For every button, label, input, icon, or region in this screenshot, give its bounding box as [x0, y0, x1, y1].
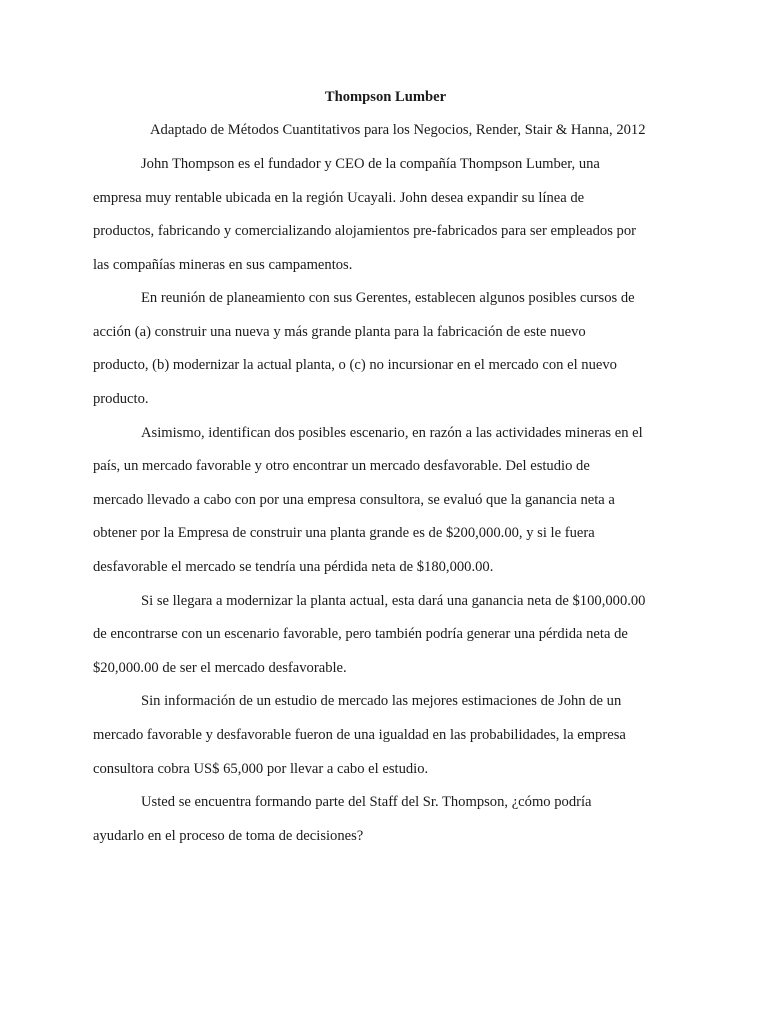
text-line: desfavorable el mercado se tendría una pérdida neta de $180,000.00.	[93, 559, 494, 575]
text-line: mercado llevado a cabo con por una empresa consultora, se evaluó que la ganancia neta a	[93, 492, 615, 508]
text-line: consultora cobra US$ 65,000 por llevar a cabo el estudio.	[93, 761, 429, 777]
text-line: Sin información de un estudio de mercado las mejores estimaciones de John de un	[141, 693, 622, 709]
text-line: producto.	[93, 391, 149, 407]
text-line: obtener por la Empresa de construir una planta grande es de $200,000.00, y si le fuera	[93, 525, 595, 541]
text-line: producto, (b) modernizar la actual planta, o (c) no incursionar en el mercado con el nuevo	[93, 357, 617, 373]
text-line: Usted se encuentra formando parte del Staff del Sr. Thompson, ¿cómo podría	[141, 794, 592, 810]
text-line: país, un mercado favorable y otro encontrar un mercado desfavorable. Del estudio de	[93, 458, 590, 474]
document-title: Thompson Lumber	[324, 89, 447, 105]
text-line: En reunión de planeamiento con sus Gerentes, establecen algunos posibles cursos de	[141, 290, 635, 306]
text-line: de encontrarse con un escenario favorable, pero también podría generar una pérdida neta de	[93, 626, 628, 642]
document-source: Adaptado de Métodos Cuantitativos para los Negocios, Render, Stair & Hanna, 2012	[150, 122, 646, 138]
text-line: acción (a) construir una nueva y más grande planta para la fabricación de este nuevo	[93, 324, 586, 340]
text-line: empresa muy rentable ubicada en la región Ucayali. John desea expandir su línea de	[93, 190, 585, 206]
text-line: las compañías mineras en sus campamentos.	[93, 257, 353, 273]
text-line: $20,000.00 de ser el mercado desfavorable.	[93, 660, 347, 676]
text-line: ayudarlo en el proceso de toma de decisiones?	[93, 828, 364, 844]
text-line: mercado favorable y desfavorable fueron de una igualdad en las probabilidades, la empresa	[93, 727, 626, 743]
text-line: John Thompson es el fundador y CEO de la compañía Thompson Lumber, una	[141, 156, 600, 172]
text-line: productos, fabricando y comercializando alojamientos pre-fabricados para ser empleados por	[93, 223, 636, 239]
text-line: Asimismo, identifican dos posibles escenario, en razón a las actividades mineras en el	[141, 425, 643, 441]
text-line: Si se llegara a modernizar la planta actual, esta dará una ganancia neta de $100,000.00	[141, 593, 646, 609]
